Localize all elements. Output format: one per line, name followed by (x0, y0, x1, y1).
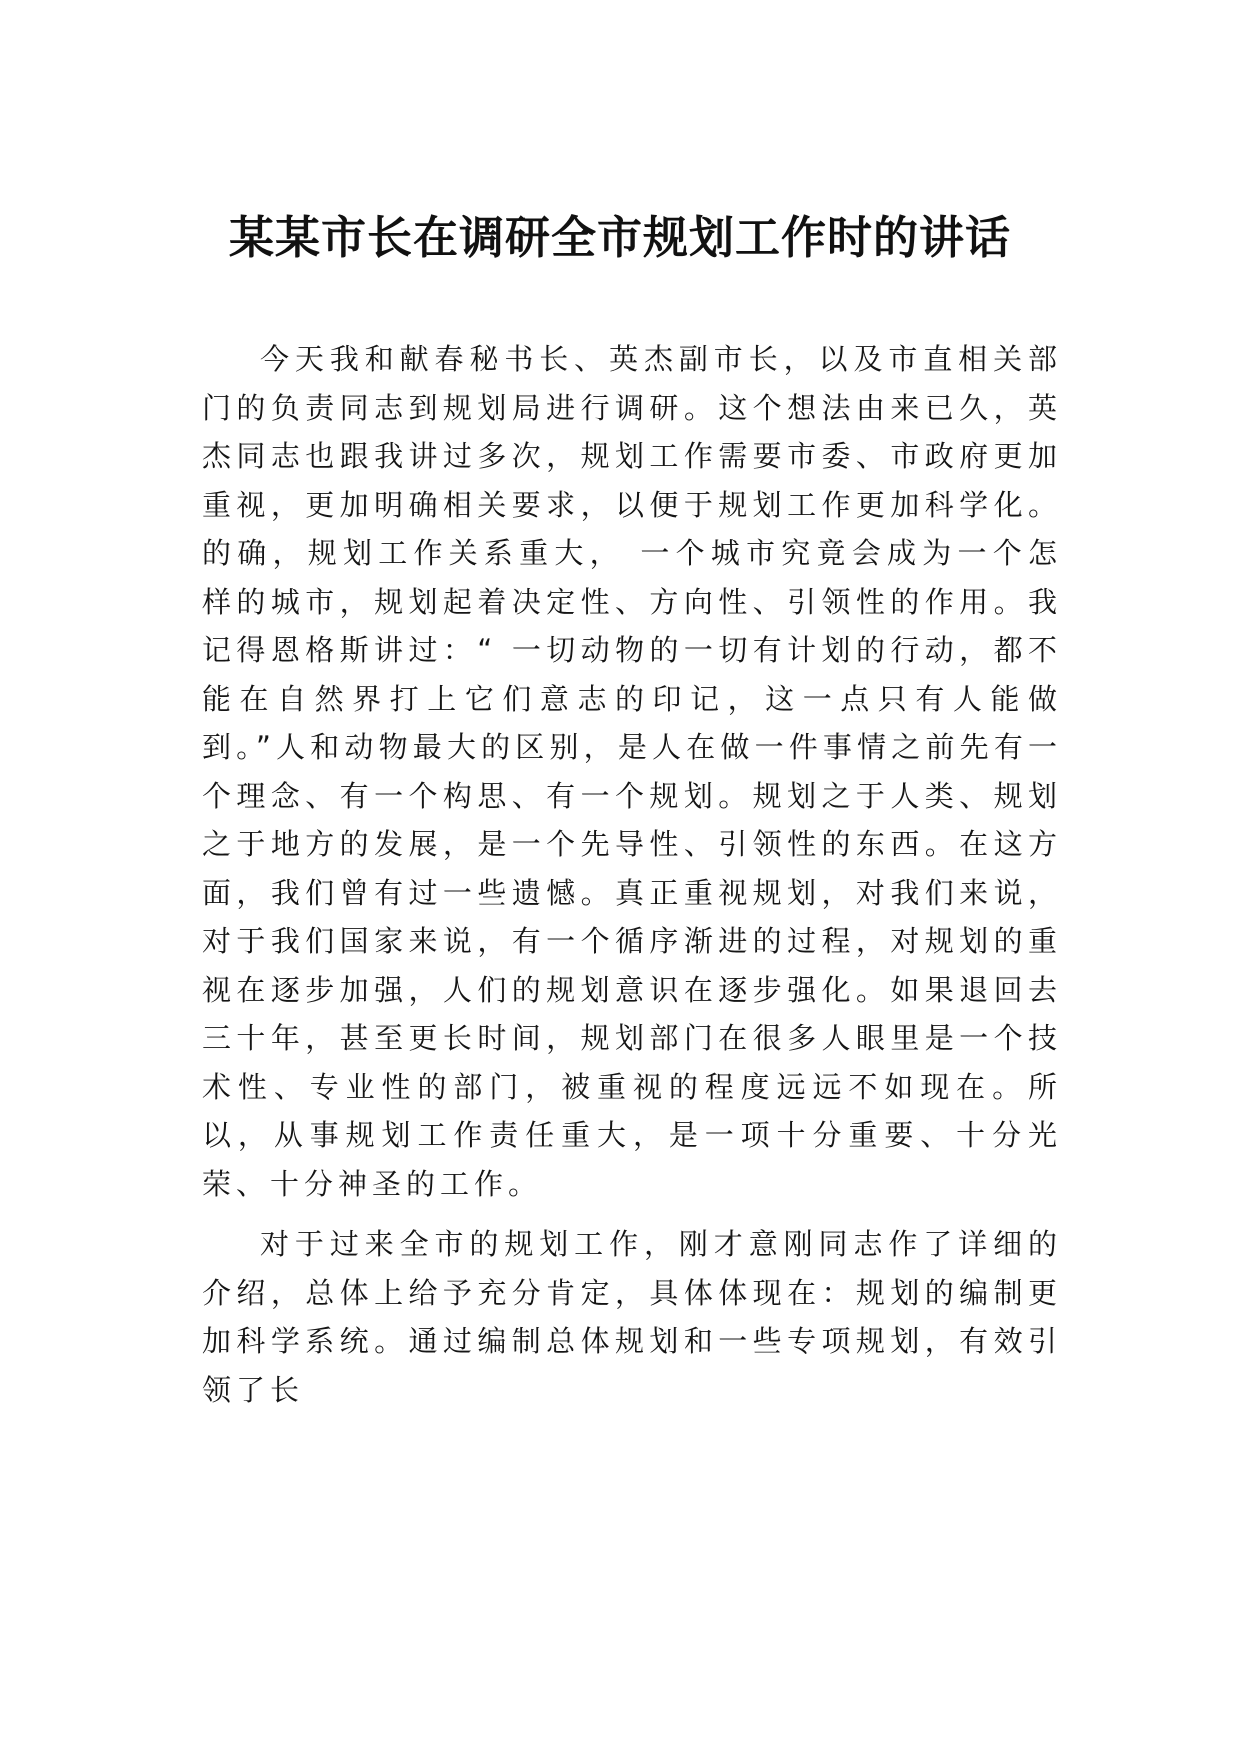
paragraph-1: 今天我和献春秘书长、英杰副市长，以及市直相关部门的负责同志到规划局进行调研。这个想法由来已久，英杰同志也跟我讲过多次，规划工作需要市委、市政府更加重视，更加明确相关要求，以便于规划工作更加科学化。的确，规划工作关系重大， 一个城市究竟会成为一个怎样的城市，规划起着决定性、方向性、引领性的作用。我记得恩格斯讲过：“ 一切动物的一切有计划的行动，都不能在自然界打上它们意志的印记，这一点只有人能做到。”人和动物最大的区别，是人在做一件事情之前先有一个理念、有一个构思、有一个规划。规划之于人类、规划之于地方的发展，是一个先导性、引领性的东西。在这方面，我们曾有过一些遗憾。真正重视规划，对我们来说，对于我们国家来说，有一个循序渐进的过程，对规划的重视在逐步加强，人们的规划意识在逐步强化。如果退回去三十年，甚至更长时间，规划部门在很多人眼里是一个技术性、专业性的部门，被重视的程度远远不如现在。所以，从事规划工作责任重大，是一项十分重要、十分光荣、十分神圣的工作。 (202, 342, 1062, 1201)
paragraph-2: 对于过来全市的规划工作，刚才意刚同志作了详细的介绍，总体上给予充分肯定，具体体现在：规划的编制更加科学系统。通过编制总体规划和一些专项规划，有效引领了长 (202, 1227, 1062, 1407)
document-title: 某某市长在调研全市规划工作时的讲话 (228, 211, 1011, 264)
document-body (202, 335, 1062, 1426)
